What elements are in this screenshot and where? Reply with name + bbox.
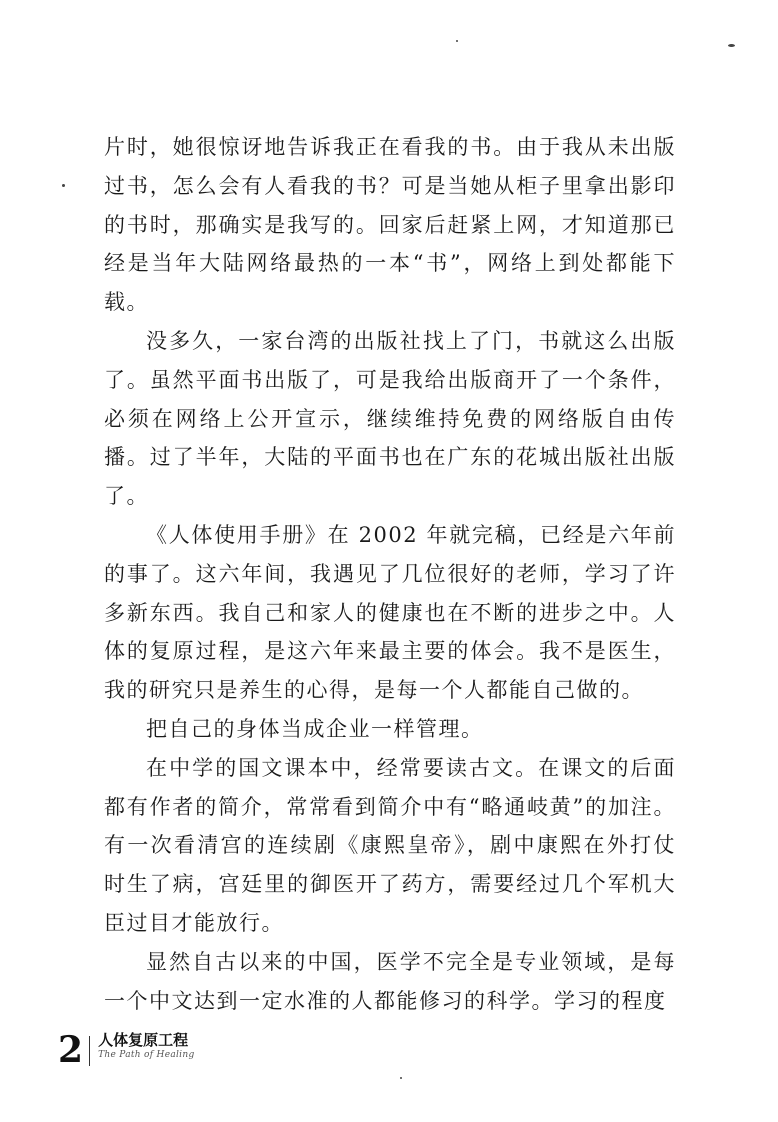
paragraph: 显然自古以来的中国，医学不完全是专业领域，是每一个中文达到一定水准的人都能修习的科学。学习的程度	[104, 949, 676, 1013]
scan-speck	[728, 44, 735, 47]
book-subtitle: The Path of Healing	[98, 1050, 195, 1060]
footer-divider	[89, 1036, 90, 1066]
page-footer	[58, 1029, 195, 1071]
body-text	[104, 128, 676, 1020]
footer-titles	[98, 1032, 194, 1061]
paragraph: 没多久，一家台湾的出版社找上了门，书就这么出版了。虽然平面书出版了，可是我给出版商开了一个条件，必须在网络上公开宣示，继续维持免费的网络版自由传播。过了半年，大陆的平面书也在广东的花城出版社出版了。	[104, 328, 676, 509]
page-number: 2	[58, 1029, 84, 1071]
scan-speck	[456, 40, 458, 42]
scan-speck	[400, 1077, 402, 1079]
paragraph: 片时，她很惊讶地告诉我正在看我的书。由于我从未出版过书，怎么会有人看我的书？可是当她从柜子里拿出影印的书时，那确实是我写的。回家后赶紧上网，才知道那已经是当年大陆网络最热的一本“书”，网络上到处都能下载。	[104, 135, 676, 315]
paragraph: 把自己的身体当成企业一样管理。	[146, 716, 484, 741]
book-title: 人体复原工程	[98, 1031, 189, 1049]
scan-speck	[62, 184, 65, 187]
paragraph: 《人体使用手册》在 2002 年就完稿，已经是六年前的事了。这六年间，我遇见了几位很好的老师，学习了许多新东西。我自己和家人的健康也在不断的进步之中。人体的复原过程，是这六年来最主要的体会。我不是医生，我的研究只是养生的心得，是每一个人都能自己做的。	[104, 522, 676, 703]
paragraph: 在中学的国文课本中，经常要读古文。在课文的后面都有作者的简介，常常看到简介中有“略通岐黄”的加注。有一次看清宫的连续剧《康熙皇帝》，剧中康熙在外打仗时生了病，宫廷里的御医开了药方，需要经过几个军机大臣过目才能放行。	[104, 755, 676, 935]
